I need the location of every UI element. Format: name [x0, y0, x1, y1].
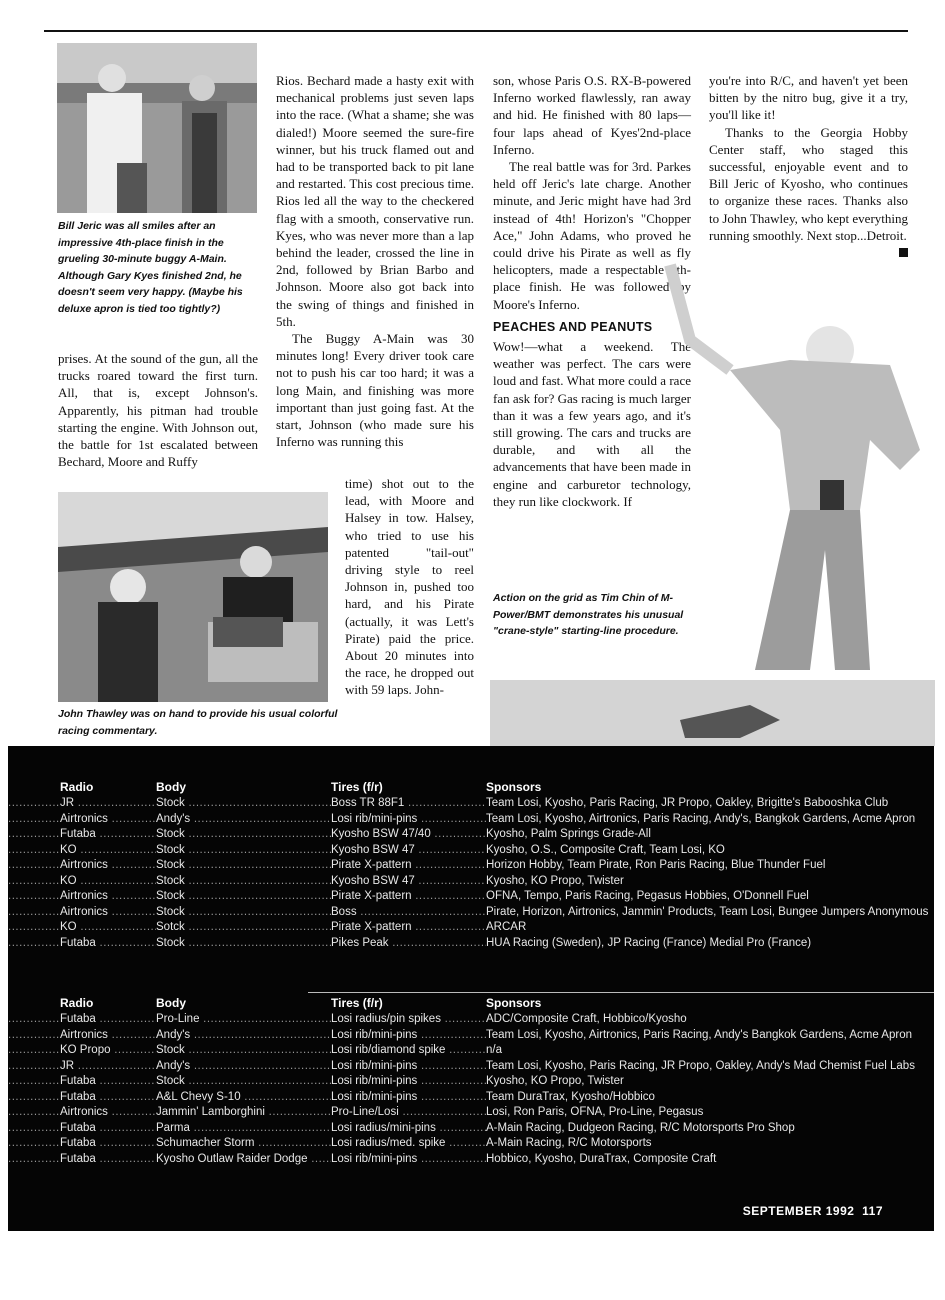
leader-dots: [8, 1152, 60, 1168]
cell-tires: Pirate X-pattern .....: [331, 920, 486, 936]
cell-tires: Pro-Line/Losi .....: [331, 1105, 486, 1121]
cell-body: Stock .....: [156, 905, 331, 921]
cell-tires: Kyosho BSW 47/40 .....: [331, 827, 486, 843]
cell-radio: Futaba .....: [60, 1136, 156, 1152]
issue-date: SEPTEMBER 1992: [742, 1204, 855, 1218]
top-rule: [44, 30, 908, 32]
article-col1: [58, 350, 258, 470]
leader-dots: [8, 1074, 60, 1090]
leader-dots: [8, 1105, 60, 1121]
table2-rows: [8, 1012, 934, 1167]
cell-radio: KO .....: [60, 874, 156, 890]
cell-sponsors: Kyosho, KO Propo, Twister: [486, 1075, 624, 1087]
cell-tires: Losi rib/mini-pins .....: [331, 1028, 486, 1044]
cell-radio: KO Propo .....: [60, 1043, 156, 1059]
cell-sponsors: Kyosho, Palm Springs Grade-All: [486, 828, 651, 840]
table-row: [8, 827, 934, 843]
cell-sponsors: OFNA, Tempo, Paris Racing, Pegasus Hobbies, O'Donnell Fuel: [486, 890, 809, 902]
table-header: [8, 996, 934, 1012]
leader-dots: [8, 905, 60, 921]
table-row: [8, 1074, 934, 1090]
cell-body: Kyosho Outlaw Raider Dodge .....: [156, 1152, 331, 1168]
cell-body: Stock .....: [156, 874, 331, 890]
page-footer: [743, 1204, 883, 1218]
cell-tires: Kyosho BSW 47 .....: [331, 843, 486, 859]
cell-body: Stock .....: [156, 889, 331, 905]
cell-tires: Losi rib/mini-pins .....: [331, 1059, 486, 1075]
caption-chin: Action on the grid as Tim Chin of M-Power/BMT demonstrates his unusual "crane-style" starting-line procedure.: [493, 592, 684, 637]
cell-sponsors: Team Losi, Kyosho, Paris Racing, JR Propo, Oakley, Brigitte's Babooshka Club: [486, 797, 889, 809]
results-table-1: [8, 780, 934, 951]
cell-sponsors: A-Main Racing, Dudgeon Racing, R/C Motorsports Pro Shop: [486, 1121, 795, 1134]
cell-radio: Futaba .....: [60, 1152, 156, 1168]
cell-tires: Boss TR 88F1 .....: [331, 796, 486, 812]
col-header-tires: Tires (f/r): [331, 780, 383, 794]
table-divider: [308, 992, 934, 993]
col-header-radio: Radio: [60, 780, 94, 794]
leader-dots: [8, 843, 60, 859]
leader-dots: [8, 858, 60, 874]
col-header-body: Body: [156, 780, 186, 794]
cell-tires: Pikes Peak .....: [331, 936, 486, 952]
table-row: [8, 1105, 934, 1121]
article-paragraph: The Buggy A-Main was 30 minutes long! Every driver took care not to push his car too hard; it was a long Main, and finishing was more important than just going fast. At the start, Johnson (who made sure his Inferno was running this: [276, 331, 474, 450]
cell-body: A&L Chevy S-10 .....: [156, 1090, 331, 1106]
article-paragraph: Rios. Bechard made a hasty exit with mechanical problems just seven laps into the race. (What a shame; she was dialed!) Moore seemed the sure-fire winner, but his truck flamed out and had to be transported back to pit lane and restarted. This cost precious time. Rios led all the way to the checkered flag with a smooth, conservative run. Kyes, who was never more than a lap behind the leader, crossed the line in 2nd, followed by Brian Barbo and Johnson. Moore also got back into the swing of things and finished in 5th.: [276, 73, 474, 329]
cell-tires: Kyosho BSW 47 .....: [331, 874, 486, 890]
article-paragraph: you're into R/C, and haven't yet been bitten by the nitro bug, give it a try, you'll like it!: [709, 73, 908, 123]
cell-sponsors: Pirate, Horizon, Airtronics, Jammin' Products, Team Losi, Bungee Jumpers Anonymous: [486, 905, 929, 918]
cell-radio: Airtronics .....: [60, 1028, 156, 1044]
cell-body: Stock .....: [156, 1043, 331, 1059]
cell-body: Andy's .....: [156, 1028, 331, 1044]
closing-text: Thanks to the Georgia Hobby Center staff, who staged this successful, enjoyable event and to Bill Jeric of Kyosho, who continues to organize these races. Thanks also to John Thawley, who kept everything running smoothly. Next stop...Detroit.: [709, 124, 908, 243]
caption-jeric: Bill Jeric was all smiles after an impressive 4th-place finish in the grueling 30-minute buggy A-Main. Although Gary Kyes finished 2nd, he doesn't seem very happy. (Maybe his deluxe apron is tied too tightly?): [58, 220, 243, 315]
cell-sponsors: ARCAR: [486, 921, 527, 933]
cell-tires: Boss .....: [331, 905, 486, 921]
cell-radio: Futaba .....: [60, 1121, 156, 1137]
leader-dots: [8, 1090, 60, 1106]
table-row: [8, 1152, 934, 1168]
photo-jeric-kyes: [57, 43, 257, 213]
leader-dots: [8, 920, 60, 936]
cell-radio: Airtronics .....: [60, 858, 156, 874]
table-header: [8, 780, 934, 796]
cell-body: Parma .....: [156, 1121, 331, 1137]
page-number: 117: [862, 1204, 883, 1218]
col-header-sponsors: Sponsors: [486, 780, 542, 794]
article-col2-cont: [345, 475, 474, 699]
cell-radio: Airtronics .....: [60, 889, 156, 905]
leader-dots: [8, 1028, 60, 1044]
cell-body: Stock .....: [156, 1074, 331, 1090]
article-paragraph: The real battle was for 3rd. Parkes held off Jeric's late charge. Another minute, and Jeric might have had 3rd instead of 4th! Horizon's "Chopper Ace," John Adams, who proved he could drive his Pirate as well as fly helicopters, made a respectable 5th-place finish. He was followed by Moore's Inferno.: [493, 159, 691, 312]
cell-sponsors: Kyosho, O.S., Composite Craft, Team Losi, KO: [486, 843, 725, 856]
col-header-sponsors: Sponsors: [486, 996, 542, 1010]
table-row: [8, 1090, 934, 1106]
leader-dots: [8, 1012, 60, 1028]
cell-sponsors: n/a: [486, 1044, 502, 1056]
cell-tires: Losi radius/med. spike .....: [331, 1136, 486, 1152]
table-row: [8, 1012, 934, 1028]
section-heading: PEACHES AND PEANUTS: [493, 319, 653, 334]
cell-sponsors: Team Losi, Kyosho, Airtronics, Paris Racing, Andy's Bangkok Gardens, Acme Apron: [486, 1028, 912, 1041]
cell-body: Stock .....: [156, 796, 331, 812]
cell-radio: Futaba .....: [60, 1090, 156, 1106]
table-row: [8, 889, 934, 905]
leader-dots: [8, 812, 60, 828]
cell-sponsors: A-Main Racing, R/C Motorsports: [486, 1137, 652, 1149]
table-row: [8, 936, 934, 952]
cell-sponsors: Kyosho, KO Propo, Twister: [486, 874, 624, 887]
col-header-radio: Radio: [60, 996, 94, 1010]
cell-sponsors: Team DuraTrax, Kyosho/Hobbico: [486, 1090, 655, 1103]
cell-body: Stock .....: [156, 858, 331, 874]
col-header-tires: Tires (f/r): [331, 996, 383, 1010]
cell-tires: Losi rib/diamond spike .....: [331, 1043, 486, 1059]
cell-tires: Losi rib/mini-pins .....: [331, 1152, 486, 1168]
table-row: [8, 905, 934, 921]
cell-body: Sotck .....: [156, 920, 331, 936]
leader-dots: [8, 936, 60, 952]
leader-dots: [8, 889, 60, 905]
cell-radio: Futaba .....: [60, 827, 156, 843]
cell-radio: JR .....: [60, 1059, 156, 1075]
col-header-body: Body: [156, 996, 186, 1010]
cell-radio: Airtronics .....: [60, 812, 156, 828]
leader-dots: [8, 1136, 60, 1152]
table-row: [8, 920, 934, 936]
table-row: [8, 1136, 934, 1152]
results-table-2: [8, 996, 934, 1167]
cell-body: Pro-Line .....: [156, 1012, 331, 1028]
photo-thawley: [58, 492, 328, 702]
table-row: [8, 1059, 934, 1075]
cell-body: Stock .....: [156, 843, 331, 859]
cell-tires: Losi radius/pin spikes .....: [331, 1012, 486, 1028]
leader-dots: [8, 874, 60, 890]
table-row: [8, 1028, 934, 1044]
article-paragraph: Wow!—what a weekend. The weather was perfect. The cars were loud and fast. What more could a race fan ask for? Gas racing is much larger than it was a few years ago, and it's still growing. The cars and trucks are durable, and with all the advancements that have been made in engine and carburetor technology, they run like clockwork. If: [493, 339, 691, 509]
table1-rows: [8, 796, 934, 951]
cell-tires: Losi radius/mini-pins .....: [331, 1121, 486, 1137]
table-row: [8, 858, 934, 874]
cell-radio: KO .....: [60, 843, 156, 859]
table-row: [8, 843, 934, 859]
cell-sponsors: Team Losi, Kyosho, Airtronics, Paris Racing, Andy's, Bangkok Gardens, Acme Apron: [486, 812, 916, 825]
table-row: [8, 1121, 934, 1137]
cell-tires: Losi rib/mini-pins .....: [331, 812, 486, 828]
cell-radio: Futaba .....: [60, 936, 156, 952]
table-row: [8, 1043, 934, 1059]
caption-thawley: John Thawley was on hand to provide his usual colorful racing commentary.: [58, 708, 338, 737]
article-paragraph: son, whose Paris O.S. RX-B-powered Inferno worked flawlessly, ran away and hid. He finished with 80 laps—four laps ahead of Kyes'2nd-place Inferno.: [493, 73, 691, 157]
article-paragraph: time) shot out to the lead, with Moore and Halsey in tow. Halsey, who tried to use his patented "tail-out" driving style to reel Johnson in, pushed too hard, and his Pirate (actually, it was Lett's Pirate) paid the price. About 20 minutes into the race, he dropped out with 59 laps. John-: [345, 476, 474, 698]
article-col2: [276, 72, 474, 450]
cell-sponsors: Team Losi, Kyosho, Paris Racing, JR Propo, Oakley, Andy's Mad Chemist Fuel Labs: [486, 1059, 915, 1072]
cell-radio: JR .....: [60, 796, 156, 812]
cell-sponsors: Horizon Hobby, Team Pirate, Ron Paris Racing, Blue Thunder Fuel: [486, 859, 826, 871]
cell-tires: Losi rib/mini-pins .....: [331, 1074, 486, 1090]
photo-tim-chin: [490, 250, 935, 746]
table-row: [8, 812, 934, 828]
cell-sponsors: HUA Racing (Sweden), JP Racing (France) Medial Pro (France): [486, 936, 812, 949]
article-paragraph: prises. At the sound of the gun, all the trucks roared toward the first turn. All, that is, except Johnson's. Apparently, his pitman had trouble starting the engine. With Johnson out, the battle for 1st escalated between Bechard, Moore and Ruffy: [58, 351, 258, 470]
cell-tires: Losi rib/mini-pins .....: [331, 1090, 486, 1106]
article-paragraph: [709, 124, 908, 244]
table-row: [8, 874, 934, 890]
cell-body: Stock .....: [156, 827, 331, 843]
cell-radio: Airtronics .....: [60, 1105, 156, 1121]
cell-sponsors: Losi, Ron Paris, OFNA, Pro-Line, Pegasus: [486, 1106, 704, 1118]
cell-radio: Futaba .....: [60, 1012, 156, 1028]
cell-sponsors: Hobbico, Kyosho, DuraTrax, Composite Craft: [486, 1152, 717, 1165]
cell-sponsors: ADC/Composite Craft, Hobbico/Kyosho: [486, 1013, 687, 1025]
cell-tires: Pirate X-pattern .....: [331, 858, 486, 874]
cell-body: Jammin' Lamborghini .....: [156, 1105, 331, 1121]
cell-radio: Futaba .....: [60, 1074, 156, 1090]
leader-dots: [8, 1121, 60, 1137]
leader-dots: [8, 1059, 60, 1075]
article-col4: [709, 72, 908, 257]
leader-dots: [8, 1043, 60, 1059]
cell-body: Stock .....: [156, 936, 331, 952]
cell-body: Andy's .....: [156, 1059, 331, 1075]
cell-radio: Airtronics .....: [60, 905, 156, 921]
cell-tires: Pirate X-pattern .....: [331, 889, 486, 905]
cell-body: Andy's .....: [156, 812, 331, 828]
table-row: [8, 796, 934, 812]
leader-dots: [8, 796, 60, 812]
leader-dots: [8, 827, 60, 843]
cell-radio: KO .....: [60, 920, 156, 936]
cell-body: Schumacher Storm .....: [156, 1136, 331, 1152]
